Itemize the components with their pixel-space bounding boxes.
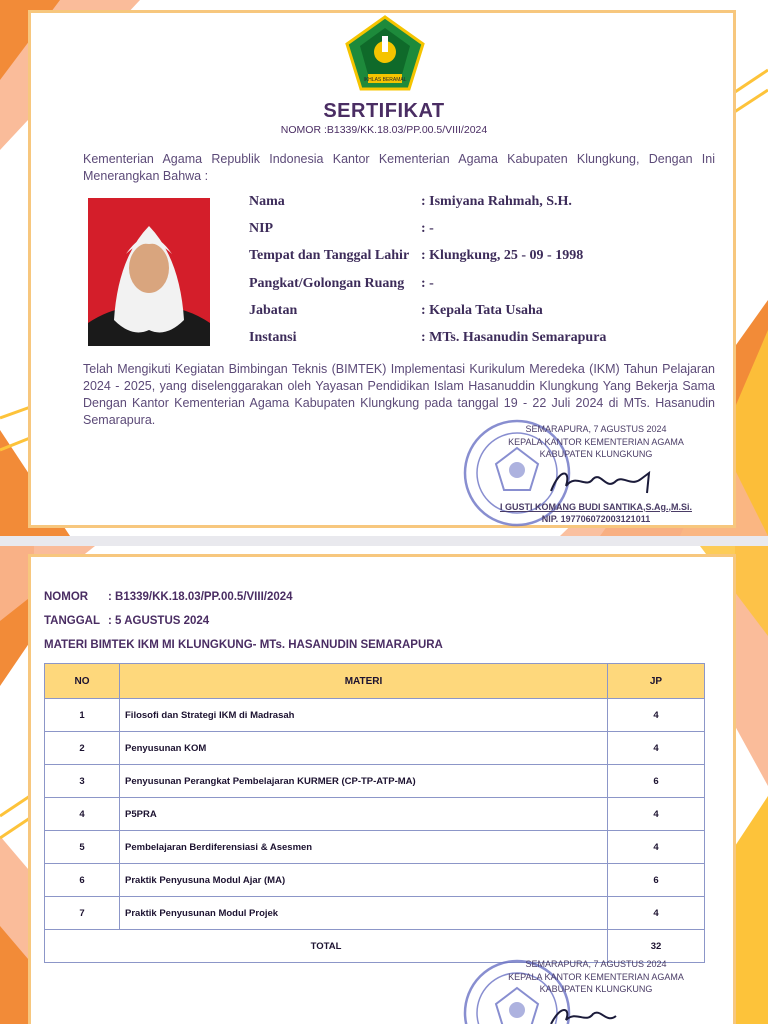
tanggal-line xyxy=(44,615,209,627)
kemenag-logo xyxy=(344,14,426,92)
handwritten-signature xyxy=(466,996,726,1024)
cell-materi: Praktik Penyusunan Modul Projek xyxy=(120,897,608,930)
table-header-row xyxy=(45,664,705,699)
cell-jp: 4 xyxy=(608,897,705,930)
signature-place-date: SEMARAPURA, 7 AGUSTUS 2024 xyxy=(525,959,667,969)
tanggal-label: TANGGAL xyxy=(44,615,101,627)
cell-no: 4 xyxy=(45,798,120,831)
field-label: Tempat dan Tanggal Lahir xyxy=(249,248,410,263)
materi-page xyxy=(0,546,768,1024)
cell-materi: P5PRA xyxy=(120,798,608,831)
field-value: : Ismiyana Rahmah, S.H. xyxy=(421,194,572,209)
field-row-nama xyxy=(249,194,729,216)
cell-no: 1 xyxy=(45,699,120,732)
table-row xyxy=(45,765,705,798)
signatory-name: I GUSTI KOMANG BUDI SANTIKA,S.Ag.,M.Si. xyxy=(499,501,692,512)
cell-no: 3 xyxy=(45,765,120,798)
cell-jp: 4 xyxy=(608,798,705,831)
total-value: 32 xyxy=(608,930,705,963)
cell-jp: 4 xyxy=(608,732,705,765)
field-value: : - xyxy=(421,221,434,236)
field-label: Pangkat/Golongan Ruang xyxy=(249,276,405,291)
field-label: Nama xyxy=(249,194,285,209)
field-row-jabatan xyxy=(249,303,729,325)
svg-text:IKHLAS BERAMAL: IKHLAS BERAMAL xyxy=(363,77,407,83)
field-label: NIP xyxy=(249,221,274,236)
table-row xyxy=(45,798,705,831)
table-row xyxy=(45,831,705,864)
table-row xyxy=(45,699,705,732)
field-row-pangkat xyxy=(249,276,729,298)
signature-title-line1: KEPALA KANTOR KEMENTERIAN AGAMA xyxy=(508,436,684,447)
materi-table xyxy=(44,663,705,963)
cell-no: 2 xyxy=(45,732,120,765)
participant-photo xyxy=(88,198,210,346)
page-separator xyxy=(0,536,768,546)
signature-block xyxy=(466,423,726,526)
field-row-instansi xyxy=(249,330,729,352)
table-row xyxy=(45,732,705,765)
field-value: : - xyxy=(421,276,434,291)
signature-title-line1: KEPALA KANTOR KEMENTERIAN AGAMA xyxy=(508,971,684,982)
cell-jp: 6 xyxy=(608,864,705,897)
cell-no: 5 xyxy=(45,831,120,864)
cell-materi: Pembelajaran Berdiferensiasi & Asesmen xyxy=(120,831,608,864)
table-row xyxy=(45,864,705,897)
total-label: TOTAL xyxy=(45,930,608,963)
field-row-ttl xyxy=(249,248,729,270)
field-row-nip xyxy=(249,221,729,243)
column-header-jp: JP xyxy=(608,664,705,699)
signatory-nip: NIP. 197706072003121011 xyxy=(541,514,651,524)
signature-title-line2: KABUPATEN KLUNGKUNG xyxy=(539,984,653,994)
nomor-value: : B1339/KK.18.03/PP.00.5/VIII/2024 xyxy=(108,591,293,603)
field-value: : Klungkung, 25 - 09 - 1998 xyxy=(421,248,584,263)
column-header-materi: MATERI xyxy=(120,664,608,699)
nomor-line xyxy=(44,591,293,603)
cell-jp: 6 xyxy=(608,765,705,798)
cell-materi: Filosofi dan Strategi IKM di Madrasah xyxy=(120,699,608,732)
cell-jp: 4 xyxy=(608,831,705,864)
table-row xyxy=(45,897,705,930)
cell-no: 6 xyxy=(45,864,120,897)
column-header-no: NO xyxy=(45,664,120,699)
tanggal-value: : 5 AGUSTUS 2024 xyxy=(108,615,210,627)
handwritten-signature xyxy=(466,461,726,501)
intro-text: Kementerian Agama Republik Indonesia Kantor Kementerian Agama Kabupaten Klungkung, Dengan Ini Menerangkan Bahwa : xyxy=(83,152,715,183)
nomor-label: NOMOR xyxy=(44,591,89,603)
certificate-number: NOMOR :B1339/KK.18.03/PP.00.5/VIII/2024 xyxy=(280,124,488,136)
signature-place-date: SEMARAPURA, 7 AGUSTUS 2024 xyxy=(525,424,667,434)
field-value: : MTs. Hasanudin Semarapura xyxy=(421,330,607,345)
field-value: : Kepala Tata Usaha xyxy=(421,303,543,318)
certificate-title: SERTIFIKAT xyxy=(323,100,445,122)
signature-title-line2: KABUPATEN KLUNGKUNG xyxy=(539,449,653,459)
body-text: Telah Mengikuti Kegiatan Bimbingan Teknis (BIMTEK) Implementasi Kurikulum Meredeka (IKM) Tahun Pelajaran 2024 - 2025, yang diselenggarakan oleh Yayasan Pendidikan Islam Hasanuddin Klungkung Yang Bekerja Sama Dengan Kantor Kementerian Agama Kabupaten Klungkung pada tanggal 19 - 22 Juli 2024 di MTs. Hasanudin Semarapura. xyxy=(83,362,715,427)
cell-materi: Praktik Penyusuna Modul Ajar (MA) xyxy=(120,864,608,897)
signature-block xyxy=(466,958,726,1024)
cell-no: 7 xyxy=(45,897,120,930)
cell-jp: 4 xyxy=(608,699,705,732)
field-label: Instansi xyxy=(249,330,297,345)
materi-heading: MATERI BIMTEK IKM MI KLUNGKUNG- MTs. HASANUDIN SEMARAPURA xyxy=(44,639,443,651)
cell-materi: Penyusunan Perangkat Pembelajaran KURMER (CP-TP-ATP-MA) xyxy=(120,765,608,798)
field-label: Jabatan xyxy=(249,303,298,318)
cell-materi: Penyusunan KOM xyxy=(120,732,608,765)
